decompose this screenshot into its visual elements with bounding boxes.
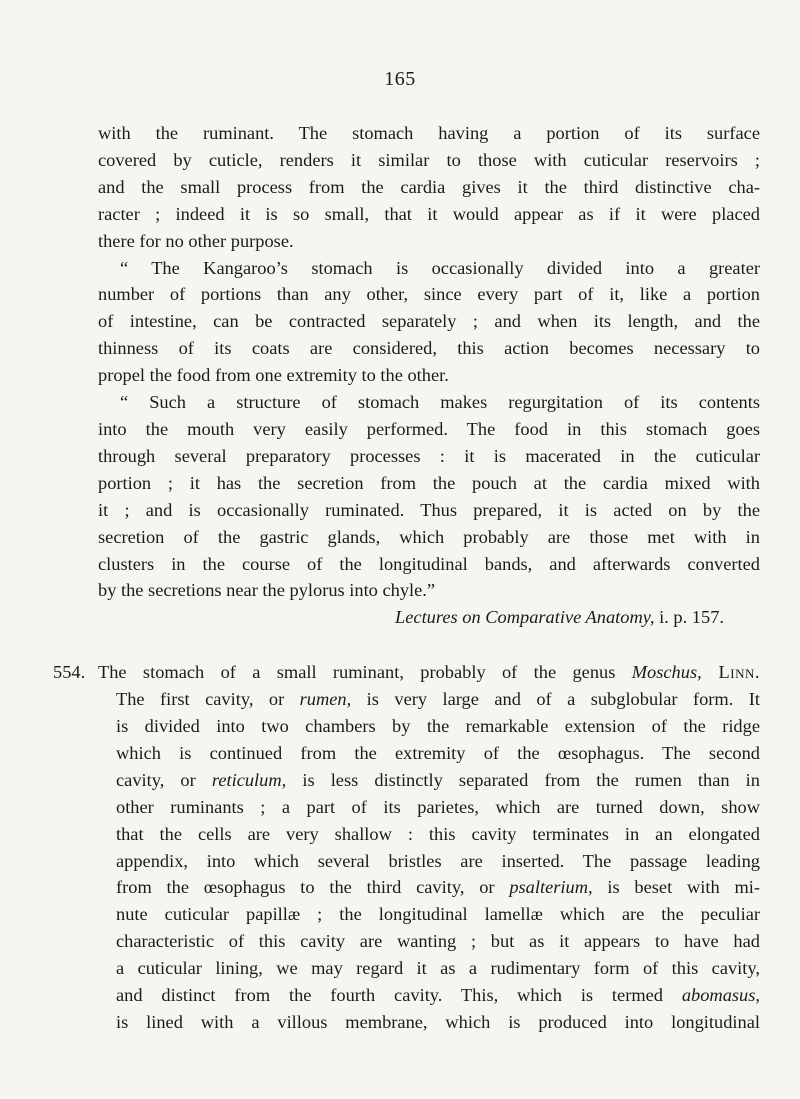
text-line: number of portions than any other, since every part of it, like a portion	[98, 284, 760, 305]
citation-reference: i. p. 157.	[654, 607, 724, 628]
text-line: of intestine, can be contracted separately ; and when its length, and the	[98, 311, 760, 332]
text-run: is less distinctly separated from the rumen than in	[286, 769, 760, 790]
paragraph-number: 554.	[53, 662, 86, 683]
text-line: it ; and is occasionally ruminated. Thus prepared, it is acted on by the	[98, 499, 760, 520]
paragraph-554-line: a cuticular lining, we may regard it as a rudimentary form of this cavity,	[116, 958, 760, 979]
citation	[98, 604, 760, 631]
text-line: there for no other purpose.	[98, 230, 294, 251]
text-line: by the secretions near the pylorus into chyle.”	[98, 580, 436, 601]
text-line: with the ruminant. The stomach having a portion of its surface	[98, 123, 760, 143]
text-line: through several preparatory processes : it is macerated in the cuticular	[98, 445, 760, 466]
paragraph-554-line	[98, 982, 760, 1009]
author-abbrev: Linn.	[701, 662, 760, 683]
term-psalterium: psalterium,	[509, 877, 593, 898]
text-run: from the œsophagus to the third cavity, or	[116, 877, 510, 898]
text-line: secretion of the gastric glands, which probably are those met with in	[98, 526, 760, 547]
paragraph-554-line	[98, 767, 760, 794]
paragraph-554-line: nute cuticular papillæ ; the longitudinal lamellæ which are the peculiar	[116, 904, 760, 925]
text-line: thinness of its coats are considered, this action becomes necessary to	[98, 338, 760, 359]
text-line: clusters in the course of the longitudinal bands, and afterwards converted	[98, 553, 760, 574]
text-run: is very large and of a subglobular form. It	[351, 689, 761, 710]
paragraph-554-line: which is continued from the extremity of the œsophagus. The second	[116, 742, 760, 763]
paragraph-554-line: is divided into two chambers by the remarkable extension of the ridge	[116, 716, 760, 737]
text-line: and the small process from the cardia gives it the third distinctive cha-	[98, 176, 760, 197]
body-text	[53, 120, 761, 1036]
paragraph-554-line: characteristic of this cavity are wanting ; but as it appears to have had	[116, 931, 760, 952]
text-run: is beset with mi-	[592, 877, 760, 898]
text-line: propel the food from one extremity to the other.	[98, 365, 449, 386]
text-line: covered by cuticle, renders it similar to those with cuticular reservoirs ;	[98, 149, 760, 170]
term-abomasus: abomasus,	[681, 985, 760, 1006]
term-reticulum: reticulum,	[211, 769, 287, 790]
text-run: and distinct from the fourth cavity. This, which is termed	[116, 985, 682, 1006]
citation-title: Lectures on Comparative Anatomy,	[395, 607, 655, 628]
text-run: cavity, or	[116, 769, 212, 790]
paragraph-554-line: appendix, into which several bristles are inserted. The passage leading	[116, 850, 760, 871]
paragraph-554-line	[98, 874, 760, 901]
text-line: “ Such a structure of stomach makes regurgitation of its contents	[120, 392, 760, 413]
genus-name: Moschus,	[631, 662, 702, 683]
paragraph-gap	[98, 631, 760, 659]
paragraph-554-line	[98, 686, 760, 713]
paragraph-554-line: other ruminants ; a part of its parietes, which are turned down, show	[116, 796, 760, 817]
text-line: portion ; it has the secretion from the pouch at the cardia mixed with	[98, 472, 760, 493]
text-run: The stomach of a small ruminant, probably of the genus	[98, 662, 632, 683]
text-line: into the mouth very easily performed. The food in this stomach goes	[98, 418, 760, 439]
paragraph-554-line	[53, 659, 760, 686]
text-line: racter ; indeed it is so small, that it would appear as if it were placed	[98, 203, 760, 224]
paragraph-554-line: is lined with a villous membrane, which is produced into longitudinal	[116, 1012, 760, 1032]
text-line: “ The Kangaroo’s stomach is occasionally divided into a greater	[120, 257, 760, 278]
text-run: The first cavity, or	[116, 689, 300, 710]
term-rumen: rumen,	[299, 689, 352, 710]
paragraph-554-line: that the cells are very shallow : this cavity terminates in an elongated	[116, 823, 760, 844]
page-number: 165	[384, 68, 416, 90]
